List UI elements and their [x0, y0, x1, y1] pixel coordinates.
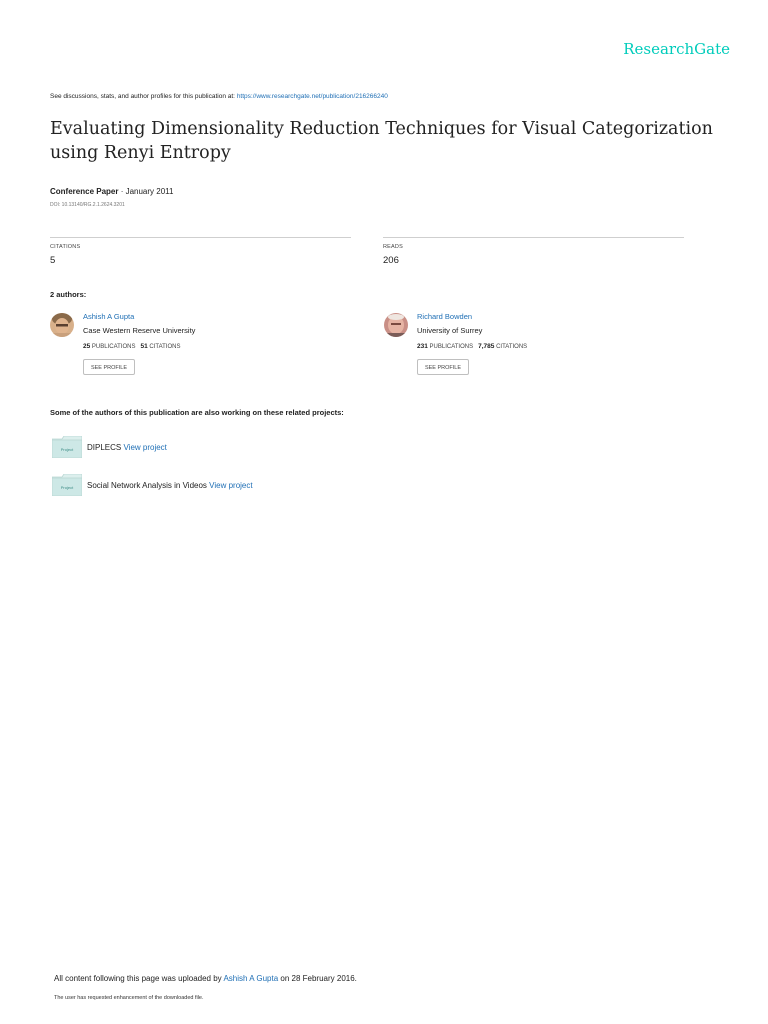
- view-project-link[interactable]: View project: [209, 481, 253, 490]
- see-profile-button[interactable]: SEE PROFILE: [83, 359, 135, 375]
- enhancement-note: The user has requested enhancement of the downloaded file.: [54, 995, 204, 1001]
- upload-note-prefix: All content following this page was uploaded by: [54, 974, 222, 983]
- upload-note-suffix: on 28 February 2016.: [280, 974, 357, 983]
- paper-title: Evaluating Dimensionality Reduction Techniques for Visual Categorization using Renyi Entropy: [50, 119, 713, 163]
- project-entry: [87, 481, 253, 490]
- related-projects-heading: Some of the authors of this publication are also working on these related projects:: [50, 408, 344, 417]
- author-citations-count: 7,785: [478, 343, 495, 350]
- author-stats: [417, 343, 527, 350]
- author-citations-label: CITATIONS: [496, 344, 528, 350]
- upload-note: [54, 974, 357, 983]
- project-name: Social Network Analysis in Videos: [87, 481, 207, 490]
- authors-heading: 2 authors:: [50, 290, 87, 299]
- paper-type: Conference Paper: [50, 187, 119, 196]
- citations-label: CITATIONS: [50, 244, 81, 250]
- author-stats: [83, 343, 181, 350]
- publication-url-prefix: See discussions, stats, and author profiles for this publication at:: [50, 93, 235, 100]
- publication-url-link[interactable]: https://www.researchgate.net/publication/216266240: [236, 93, 388, 100]
- reads-divider: [383, 237, 684, 238]
- project-icon-label: Project: [60, 447, 74, 452]
- author-publications-count: 25: [83, 343, 91, 350]
- author-citations-count: 51: [140, 343, 148, 350]
- author-publications-count: 231: [417, 343, 428, 350]
- author-publications-label: PUBLICATIONS: [429, 344, 474, 350]
- project-icon-label: Project: [60, 485, 74, 490]
- reads-value: 206: [383, 255, 399, 266]
- project-folder-icon: [52, 474, 82, 496]
- publication-url-line: [50, 93, 388, 100]
- project-folder-icon: [52, 436, 82, 458]
- author-publications-label: PUBLICATIONS: [91, 344, 136, 350]
- author-institution: Case Western Reserve University: [83, 326, 196, 335]
- reads-label: READS: [383, 244, 403, 250]
- project-name: DIPLECS: [87, 443, 122, 452]
- author-name-link[interactable]: Ashish A Gupta: [83, 312, 135, 321]
- meta-separator: ·: [118, 187, 126, 196]
- citations-divider: [50, 237, 351, 238]
- author-avatar[interactable]: [50, 313, 74, 337]
- researchgate-logo[interactable]: ResearchGate: [623, 40, 730, 58]
- citations-value: 5: [50, 255, 56, 266]
- uploader-link[interactable]: Ashish A Gupta: [223, 974, 279, 983]
- author-name-link[interactable]: Richard Bowden: [417, 312, 473, 321]
- project-entry: [87, 443, 167, 452]
- paper-doi: DOI: 10.13140/RG.2.1.2624.3201: [50, 202, 125, 208]
- paper-date: January 2011: [125, 187, 174, 196]
- author-institution: University of Surrey: [417, 326, 483, 335]
- author-avatar[interactable]: [384, 313, 408, 337]
- paper-meta: [50, 187, 173, 196]
- view-project-link[interactable]: View project: [123, 443, 167, 452]
- author-citations-label: CITATIONS: [149, 344, 181, 350]
- see-profile-button[interactable]: SEE PROFILE: [417, 359, 469, 375]
